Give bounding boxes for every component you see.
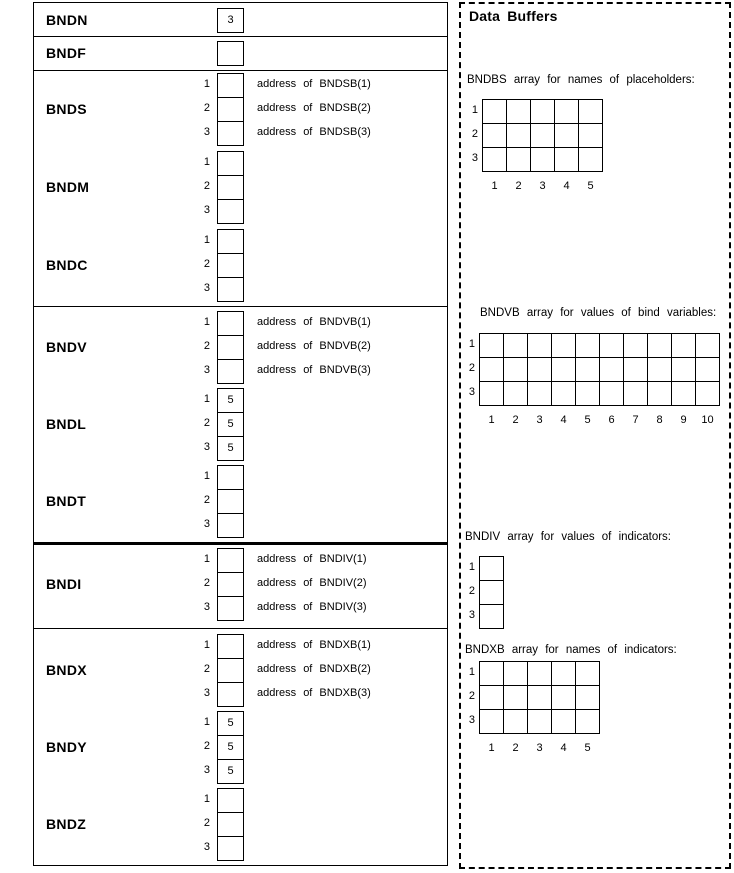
bndxb-col-label-1: 1 (488, 742, 495, 754)
bndxb-col-label-3: 3 (536, 742, 543, 754)
bndy-cell-1: 5 (217, 711, 244, 736)
bndbs-cell-r2c4 (554, 123, 579, 148)
bndiv-row-label-1: 1 (468, 561, 475, 573)
bndbs-col-label-1: 1 (491, 180, 498, 192)
bndvb-row-label-1: 1 (468, 338, 475, 350)
bnds-label: BNDS (46, 101, 87, 117)
bndy-row-label-3: 3 (203, 764, 210, 776)
bndx-row-label-3: 3 (203, 687, 210, 699)
bndxb-cell-r3c4 (551, 709, 576, 734)
bndvb-cell-r3c1 (479, 381, 504, 406)
bndl-cell-1: 5 (217, 388, 244, 413)
bndz-row-label-3: 3 (203, 841, 210, 853)
bndy-cell-2: 5 (217, 735, 244, 760)
bndl-cell-2: 5 (217, 412, 244, 437)
bndvb-col-label-9: 9 (680, 414, 687, 426)
bndvb-cell-r1c8 (647, 333, 672, 358)
bndxb-cell-r2c1 (479, 685, 504, 710)
bndx-row-label-1: 1 (203, 639, 210, 651)
bndvb-cell-r3c7 (623, 381, 648, 406)
bndbs-caption: BNDBS array for names of placeholders: (467, 74, 695, 86)
bndl-row-label-2: 2 (203, 417, 210, 429)
bndbs-cell-r3c4 (554, 147, 579, 172)
bndi-row-label-1: 1 (203, 553, 210, 565)
bndy-label: BNDY (46, 739, 87, 755)
bndvb-col-label-8: 8 (656, 414, 663, 426)
bndvb-col-label-10: 10 (701, 414, 714, 426)
bndv-row-label-2: 2 (203, 340, 210, 352)
bndi-row-label-2: 2 (203, 577, 210, 589)
bndvb-cell-r1c2 (503, 333, 528, 358)
bnds-cell-1 (217, 73, 244, 98)
bndxb-cell-r3c1 (479, 709, 504, 734)
bndv-address-3: address of BNDVB(3) (257, 364, 371, 376)
bndi-row-label-3: 3 (203, 601, 210, 613)
bndc-cell-3 (217, 277, 244, 302)
section-divider (34, 36, 447, 37)
bndbs-row-label-1: 1 (471, 104, 478, 116)
bndx-cell-2 (217, 658, 244, 683)
bndbs-cell-r1c5 (578, 99, 603, 124)
bndbs-cell-r2c2 (506, 123, 531, 148)
bind-descriptor-box (33, 2, 448, 866)
bndf-label: BNDF (46, 45, 87, 61)
bnds-address-2: address of BNDSB(2) (257, 102, 371, 114)
bndvb-col-label-6: 6 (608, 414, 615, 426)
bndm-cell-1 (217, 151, 244, 176)
bndm-label: BNDM (46, 179, 90, 195)
bndxb-cell-r2c5 (575, 685, 600, 710)
bndl-label: BNDL (46, 416, 87, 432)
bndc-label: BNDC (46, 257, 88, 273)
bndbs-cell-r1c3 (530, 99, 555, 124)
bndm-row-label-1: 1 (203, 156, 210, 168)
bndvb-row-label-2: 2 (468, 362, 475, 374)
bndvb-cell-r3c2 (503, 381, 528, 406)
bnds-address-3: address of BNDSB(3) (257, 126, 371, 138)
bndxb-col-label-2: 2 (512, 742, 519, 754)
bndbs-cell-r1c4 (554, 99, 579, 124)
bndz-cell-3 (217, 836, 244, 861)
bndxb-col-label-4: 4 (560, 742, 567, 754)
bndbs-row-label-2: 2 (471, 128, 478, 140)
bndvb-cell-r3c4 (551, 381, 576, 406)
bndxb-row-label-1: 1 (468, 666, 475, 678)
bndy-row-label-1: 1 (203, 716, 210, 728)
bnds-cell-2 (217, 97, 244, 122)
bndbs-cell-r3c1 (482, 147, 507, 172)
bndvb-cell-r3c9 (671, 381, 696, 406)
bndi-cell-1 (217, 548, 244, 573)
section-divider (34, 306, 447, 307)
bndx-address-1: address of BNDXB(1) (257, 639, 371, 651)
bndbs-row-label-3: 3 (471, 152, 478, 164)
bndbs-cell-r1c1 (482, 99, 507, 124)
bndvb-col-label-7: 7 (632, 414, 639, 426)
bndm-row-label-2: 2 (203, 180, 210, 192)
bndc-row-label-2: 2 (203, 258, 210, 270)
bndvb-cell-r2c8 (647, 357, 672, 382)
bndvb-cell-r1c3 (527, 333, 552, 358)
bndl-cell-3: 5 (217, 436, 244, 461)
data-buffers-title: Data Buffers (469, 8, 558, 24)
bndiv-caption: BNDIV array for values of indicators: (465, 531, 671, 543)
bndxb-cell-r3c5 (575, 709, 600, 734)
bndvb-cell-r2c6 (599, 357, 624, 382)
section-divider (34, 628, 447, 629)
bndt-label: BNDT (46, 493, 87, 509)
data-buffers-panel (459, 2, 731, 869)
bndvb-cell-r1c10 (695, 333, 720, 358)
bndxb-cell-r1c2 (503, 661, 528, 686)
bndbs-col-label-4: 4 (563, 180, 570, 192)
bndbs-cell-r3c5 (578, 147, 603, 172)
bndbs-cell-r2c3 (530, 123, 555, 148)
bndvb-cell-r3c8 (647, 381, 672, 406)
bndxb-cell-r2c2 (503, 685, 528, 710)
bndv-address-2: address of BNDVB(2) (257, 340, 371, 352)
bndz-cell-1 (217, 788, 244, 813)
bndxb-cell-r2c4 (551, 685, 576, 710)
bndvb-cell-r2c10 (695, 357, 720, 382)
bndvb-cell-r3c5 (575, 381, 600, 406)
bndvb-cell-r1c5 (575, 333, 600, 358)
bndbs-col-label-5: 5 (587, 180, 594, 192)
bndbs-col-label-2: 2 (515, 180, 522, 192)
bndx-cell-3 (217, 682, 244, 707)
bndi-address-1: address of BNDIV(1) (257, 553, 367, 565)
bndm-cell-2 (217, 175, 244, 200)
bndz-cell-2 (217, 812, 244, 837)
bndvb-cell-r1c7 (623, 333, 648, 358)
bndbs-cell-r2c1 (482, 123, 507, 148)
bndvb-cell-r2c4 (551, 357, 576, 382)
bndv-cell-1 (217, 311, 244, 336)
bndvb-caption: BNDVB array for values of bind variables: (480, 307, 717, 319)
bndvb-col-label-3: 3 (536, 414, 543, 426)
bndv-address-1: address of BNDVB(1) (257, 316, 371, 328)
bndvb-col-label-1: 1 (488, 414, 495, 426)
bndxb-cell-r3c2 (503, 709, 528, 734)
bnds-row-label-2: 2 (203, 102, 210, 114)
bndvb-cell-r3c10 (695, 381, 720, 406)
bndx-address-2: address of BNDXB(2) (257, 663, 371, 675)
bndf-cell-1 (217, 41, 244, 66)
bndiv-cell-r3c1 (479, 604, 504, 629)
bndbs-cell-r1c2 (506, 99, 531, 124)
bndbs-cell-r3c3 (530, 147, 555, 172)
bndn-cell-1: 3 (217, 8, 244, 33)
bndc-row-label-3: 3 (203, 282, 210, 294)
bndvb-col-label-4: 4 (560, 414, 567, 426)
bndxb-cell-r1c1 (479, 661, 504, 686)
bndv-row-label-1: 1 (203, 316, 210, 328)
bndvb-cell-r1c1 (479, 333, 504, 358)
bndxb-cell-r1c4 (551, 661, 576, 686)
bnds-row-label-3: 3 (203, 126, 210, 138)
section-divider (34, 70, 447, 71)
bndxb-caption: BNDXB array for names of indicators: (465, 644, 677, 656)
bndvb-cell-r1c6 (599, 333, 624, 358)
bndx-address-3: address of BNDXB(3) (257, 687, 371, 699)
bnds-address-1: address of BNDSB(1) (257, 78, 371, 90)
bndi-cell-2 (217, 572, 244, 597)
bndv-label: BNDV (46, 339, 87, 355)
bndxb-row-label-2: 2 (468, 690, 475, 702)
bndvb-cell-r3c3 (527, 381, 552, 406)
bndv-cell-2 (217, 335, 244, 360)
bndvb-cell-r2c7 (623, 357, 648, 382)
bndn-label: BNDN (46, 12, 88, 28)
bndl-row-label-3: 3 (203, 441, 210, 453)
bndiv-cell-r1c1 (479, 556, 504, 581)
bndvb-cell-r2c2 (503, 357, 528, 382)
bndxb-cell-r2c3 (527, 685, 552, 710)
bndxb-cell-r1c5 (575, 661, 600, 686)
bndvb-col-label-5: 5 (584, 414, 591, 426)
bndz-row-label-1: 1 (203, 793, 210, 805)
bndm-cell-3 (217, 199, 244, 224)
bndc-cell-1 (217, 229, 244, 254)
bndxb-col-label-5: 5 (584, 742, 591, 754)
bnds-cell-3 (217, 121, 244, 146)
bndxb-row-label-3: 3 (468, 714, 475, 726)
bndvb-col-label-2: 2 (512, 414, 519, 426)
bndvb-cell-r2c1 (479, 357, 504, 382)
bndt-row-label-1: 1 (203, 470, 210, 482)
bndiv-row-label-3: 3 (468, 609, 475, 621)
bndt-cell-3 (217, 513, 244, 538)
bndt-row-label-3: 3 (203, 518, 210, 530)
bndvb-cell-r1c9 (671, 333, 696, 358)
bndi-address-2: address of BNDIV(2) (257, 577, 367, 589)
bndz-row-label-2: 2 (203, 817, 210, 829)
bndm-row-label-3: 3 (203, 204, 210, 216)
bndiv-cell-r2c1 (479, 580, 504, 605)
bndi-cell-3 (217, 596, 244, 621)
bndc-row-label-1: 1 (203, 234, 210, 246)
bndvb-cell-r2c3 (527, 357, 552, 382)
bndv-cell-3 (217, 359, 244, 384)
bndy-row-label-2: 2 (203, 740, 210, 752)
bndx-label: BNDX (46, 662, 87, 678)
bndvb-cell-r2c9 (671, 357, 696, 382)
bndvb-cell-r2c5 (575, 357, 600, 382)
bndvb-row-label-3: 3 (468, 386, 475, 398)
bndiv-row-label-2: 2 (468, 585, 475, 597)
bndvb-cell-r3c6 (599, 381, 624, 406)
bndxb-cell-r1c3 (527, 661, 552, 686)
bndbs-cell-r2c5 (578, 123, 603, 148)
bndvb-cell-r1c4 (551, 333, 576, 358)
bndi-address-3: address of BNDIV(3) (257, 601, 367, 613)
bndt-cell-1 (217, 465, 244, 490)
bndz-label: BNDZ (46, 816, 87, 832)
bndt-row-label-2: 2 (203, 494, 210, 506)
bndc-cell-2 (217, 253, 244, 278)
bndbs-col-label-3: 3 (539, 180, 546, 192)
bndxb-cell-r3c3 (527, 709, 552, 734)
bndbs-cell-r3c2 (506, 147, 531, 172)
bndv-row-label-3: 3 (203, 364, 210, 376)
bndy-cell-3: 5 (217, 759, 244, 784)
bndt-cell-2 (217, 489, 244, 514)
bndi-label: BNDI (46, 576, 82, 592)
bndx-cell-1 (217, 634, 244, 659)
section-divider (34, 542, 447, 545)
bnds-row-label-1: 1 (203, 78, 210, 90)
bndl-row-label-1: 1 (203, 393, 210, 405)
bndx-row-label-2: 2 (203, 663, 210, 675)
